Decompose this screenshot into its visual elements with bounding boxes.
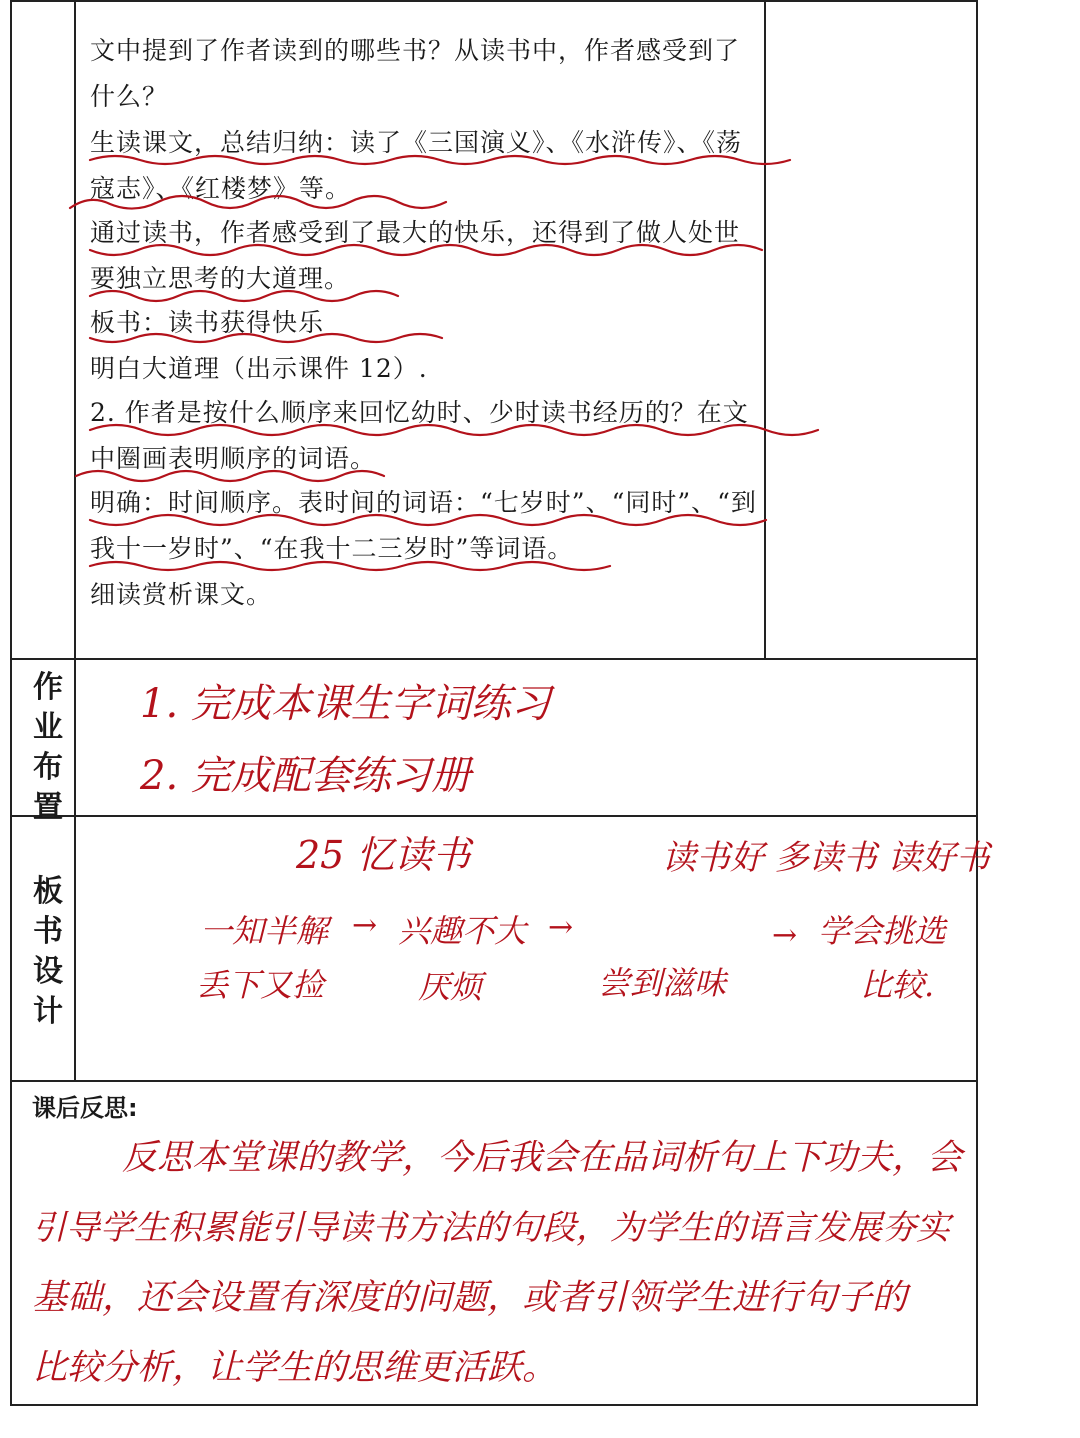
notes-column-divider [764, 0, 766, 658]
label-column-divider [74, 0, 76, 1080]
lesson-line: 明白大道理（出示课件 12）. [90, 354, 428, 383]
board-flow-step: 一知半解 [200, 912, 329, 950]
lesson-line: 生读课文，总结归纳：读了《三国演义》、《水浒传》、《荡 [90, 128, 743, 157]
homework-item-1: 1. 完成本课生字词练习 [140, 681, 551, 727]
reflection-heading: 课后反思: [32, 1094, 138, 1122]
table-border-bottom [10, 1404, 978, 1406]
row-divider-3 [10, 1080, 978, 1082]
label-char: 计 [33, 994, 63, 1029]
label-char: 置 [33, 790, 63, 825]
lesson-line: 板书：读书获得快乐 [90, 308, 325, 337]
board-flow-sub: 丢下又捡 [196, 966, 325, 1004]
board-flow-step: 兴趣不大 [398, 912, 527, 950]
board-title: 25 忆读书 [296, 833, 471, 877]
label-char: 书 [33, 914, 63, 949]
flow-arrow-icon: → [352, 908, 378, 943]
lesson-line: 中圈画表明顺序的词语。 [90, 444, 377, 473]
lesson-line: 明确：时间顺序。表时间的词语：“七岁时”、“同时”、“到 [90, 488, 757, 517]
board-design-label [22, 872, 74, 1032]
lesson-line: 什么？ [90, 82, 169, 111]
board-flow-sub: 比较. [860, 966, 935, 1004]
label-char: 设 [33, 954, 63, 989]
reflection-line: 引导学生积累能引导读书方法的句段，为学生的语言发展夯实 [32, 1208, 950, 1248]
label-char: 板 [33, 874, 63, 909]
lesson-line: 2. 作者是按什么顺序来回忆幼时、少时读书经历的？在文 [90, 398, 749, 427]
label-char: 作 [33, 670, 63, 705]
row-divider-2 [10, 815, 978, 817]
flow-arrow-icon: → [548, 910, 574, 945]
label-char: 布 [33, 750, 63, 785]
lesson-line: 我十一岁时”、“在我十二三岁时”等词语。 [90, 534, 574, 563]
table-border-left [10, 0, 12, 1406]
lesson-line: 寇志》、《红楼梦》等。 [90, 174, 352, 203]
lesson-line: 细读赏析课文。 [90, 580, 273, 609]
flow-arrow-icon: → [772, 918, 798, 953]
reflection-line: 基础，还会设置有深度的问题，或者引领学生进行句子的 [32, 1278, 908, 1318]
reflection-line: 比较分析，让学生的思维更活跃。 [32, 1348, 558, 1388]
label-char: 业 [33, 710, 63, 745]
lesson-line: 通过读书，作者感受到了最大的快乐，还得到了做人处世 [90, 218, 741, 247]
homework-label [22, 668, 74, 828]
board-flow-sub: 厌烦 [418, 968, 483, 1006]
table-border-right [976, 0, 978, 1406]
board-flow-step: 尝到滋味 [598, 964, 727, 1002]
reflection-line: 反思本堂课的教学，今后我会在品词析句上下功夫，会 [122, 1138, 963, 1178]
homework-item-2: 2. 完成配套练习册 [140, 753, 471, 799]
board-motto: 读书好 多读书 读好书 [662, 838, 990, 878]
lesson-line: 文中提到了作者读到的哪些书？从读书中，作者感受到了 [90, 36, 741, 65]
table-border-top [10, 0, 978, 2]
lesson-line: 要独立思考的大道理。 [90, 264, 351, 293]
board-flow-step: 学会挑选 [818, 912, 947, 950]
row-divider-1 [10, 658, 978, 660]
